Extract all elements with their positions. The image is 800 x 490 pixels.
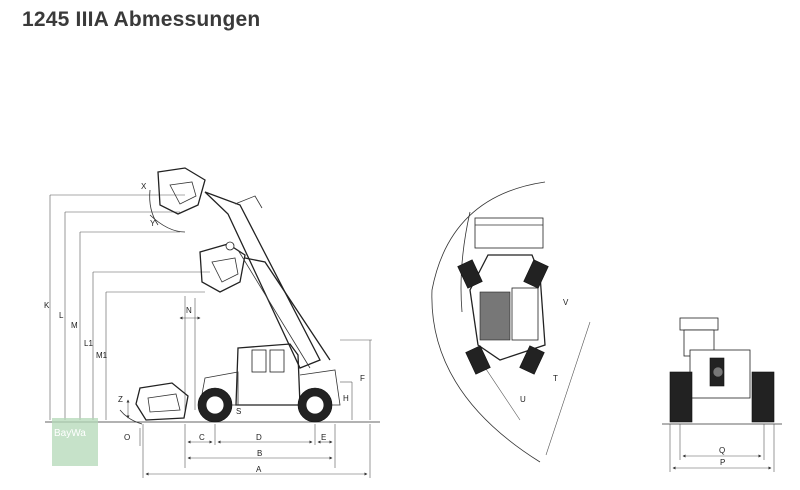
- label-m1: M1: [96, 351, 108, 360]
- label-u: U: [520, 395, 526, 404]
- label-v: V: [563, 298, 569, 307]
- label-q: Q: [719, 446, 726, 455]
- bucket-lowered: [120, 383, 188, 424]
- bucket-raised-mid: [200, 242, 245, 292]
- top-view: [432, 182, 590, 462]
- label-c: C: [199, 433, 205, 442]
- label-y: Y: [150, 219, 156, 228]
- label-e: E: [321, 433, 327, 442]
- bucket-raised-top: [150, 168, 205, 232]
- label-x: X: [141, 182, 147, 191]
- telescopic-boom: [205, 192, 330, 368]
- label-p: P: [720, 458, 726, 467]
- label-s: S: [236, 407, 242, 416]
- baywa-logo: [52, 418, 98, 466]
- label-z: Z: [118, 395, 123, 404]
- label-b: B: [257, 449, 263, 458]
- label-k: K: [44, 301, 50, 310]
- label-h: H: [343, 394, 349, 403]
- label-a: A: [256, 465, 262, 474]
- telehandler-body: [198, 344, 340, 422]
- front-view: [662, 318, 782, 472]
- label-t: T: [553, 374, 558, 383]
- label-f: F: [360, 374, 365, 383]
- label-n: N: [186, 306, 192, 315]
- label-o: O: [124, 433, 131, 442]
- logo-text: BayWa: [54, 428, 86, 439]
- label-d: D: [256, 433, 262, 442]
- label-m: M: [71, 321, 78, 330]
- page-title: 1245 IIIA Abmessungen: [22, 8, 261, 31]
- label-l1: L1: [84, 339, 93, 348]
- label-l: L: [59, 311, 64, 320]
